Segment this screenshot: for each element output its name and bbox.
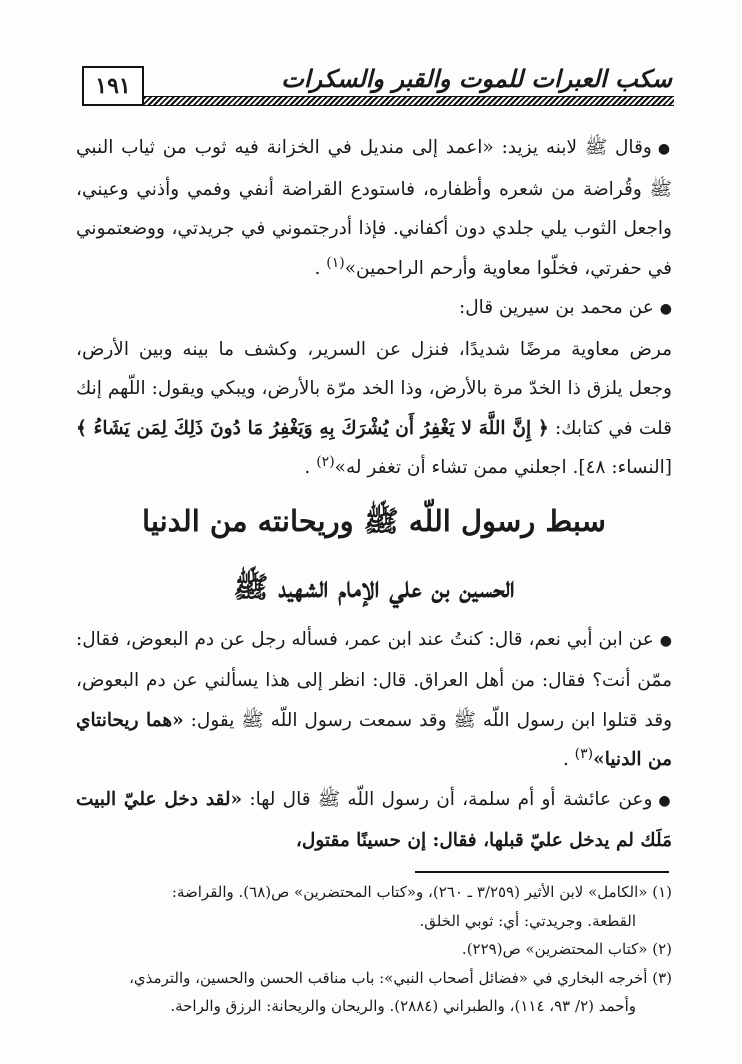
page-number: ١٩١ bbox=[95, 73, 131, 99]
footnote-1-continued: القطعة. وجريدتي: أي: ثوبي الخلق. bbox=[419, 911, 636, 930]
paragraph-muawiya-will: ●وقال ﷺ لابنه يزيد: «اعمد إلى منديل في الخزانة فيه ثوب من ثياب النبي ﷺ وقُراضة من شعره وأظفاره، فاستودع القراضة أنفي وفمي وأذني وعيني، واجعل الثوب يلي جلدي دون أكفاني. فإذا أدرجتموني في جريدتي، ووضعتموني في حفرتي، فخلّوا معاوية وأرحم الراحمين»$^{(١)}$ . bbox=[76, 137, 673, 279]
header-hatch-rule bbox=[144, 96, 674, 106]
paragraph-muawiya-illness: مرض معاوية مرضًا شديدًا، فنزل عن السرير، وكشف ما بينه وبين الأرض، وجعل يلزق ذا الخدّ مرة بالأرض، وذا الخد مرّة بالأرض، ويبكي ويقول: اللّهم إنك قلت في كتابك: ﴿ إِنَّ اللَّهَ لا يَغْفِرُ أَن يُشْرَكَ بِهِ وَيَغْفِرُ مَا دُونَ ذَلِكَ لِمَن يَشَاءُ ﴾ [النساء: ٤٨]. اجعلني ممن تشاء أن تغفر له»$^{(٢)}$ . bbox=[76, 338, 672, 478]
footnote-1: (١) «الكامل» لابن الأثير (٣/٢٥٩ ـ ٢٦٠)، و«كتاب المحتضرين» ص(٦٨). والقراضة: bbox=[171, 883, 672, 901]
footnote-separator bbox=[415, 871, 669, 873]
section-heading-2: الحسين بن علي الإمام الشهيد ﷺ bbox=[233, 569, 515, 604]
page-header bbox=[82, 62, 674, 108]
footnote-ref-1: (١) bbox=[326, 254, 345, 271]
bullet-icon: ● bbox=[659, 301, 672, 317]
section-heading-1: سبط رسول اللّه ﷺ وريحانته من الدنيا bbox=[142, 503, 606, 538]
paragraph-ibn-umar: ●عن ابن أبي نعم، قال: كنتُ عند ابن عمر، فسأله رجل عن دم البعوض، فقال: ممّن أنت؟ فقال: من أهل العراق. قال: انظر إلى هذا يسألني عن دم البعوض، وقد قتلوا ابن رسول اللّه ﷺ وقد سمعت رسول اللّه ﷺ يقول: «هما ريحانتاي من الدنيا»$^{(٣)}$ . bbox=[76, 628, 673, 770]
footnote-3-continued: وأحمد (٢/ ٩٣، ١١٤)، والطبراني (٢٨٨٤). والريحان والريحانة: الرزق والراحة. bbox=[170, 997, 636, 1015]
footnote-ref-2: (٢) bbox=[316, 453, 335, 470]
paragraph-aisha: ●وعن عائشة أو أم سلمة، أن رسول اللّه ﷺ قال لها: «لقد دخل عليّ البيت مَلَك لم يدخل عليّ قبلها، فقال: إن حسينًا مقتول، bbox=[76, 788, 672, 851]
main-text bbox=[76, 128, 672, 861]
hadith-quote: «هما ريحانتاي من الدنيا» bbox=[76, 709, 672, 770]
quran-verse: ﴿ إِنَّ اللَّهَ لا يَغْفِرُ أَن يُشْرَكَ بِهِ وَيَغْفِرُ مَا دُونَ ذَلِكَ لِمَن يَشَاءُ ﴾ bbox=[76, 417, 549, 439]
hadith-quote-angel: «لقد دخل عليّ البيت مَلَك لم يدخل عليّ قبلها، فقال: إن حسينًا مقتول، bbox=[76, 788, 672, 851]
footnotes bbox=[76, 878, 672, 1021]
footnote-ref-3: (٣) bbox=[574, 745, 594, 762]
footnote-3: (٣) أخرجه البخاري في «فضائل أصحاب النبي»: باب مناقب الحسن والحسين، والترمذي، bbox=[129, 968, 672, 987]
bullet-icon: ● bbox=[657, 141, 673, 157]
bullet-icon: ● bbox=[659, 632, 673, 649]
running-title: سكب العبرات للموت والقبر والسكرات bbox=[281, 64, 672, 93]
footnote-2: (٢) «كتاب المحتضرين» ص(٢٢٩). bbox=[461, 940, 672, 958]
bullet-icon: ● bbox=[658, 792, 672, 809]
page-number-box bbox=[82, 66, 144, 106]
paragraph-ibn-sirin-intro: ●عن محمد بن سيرين قال: bbox=[458, 297, 672, 318]
